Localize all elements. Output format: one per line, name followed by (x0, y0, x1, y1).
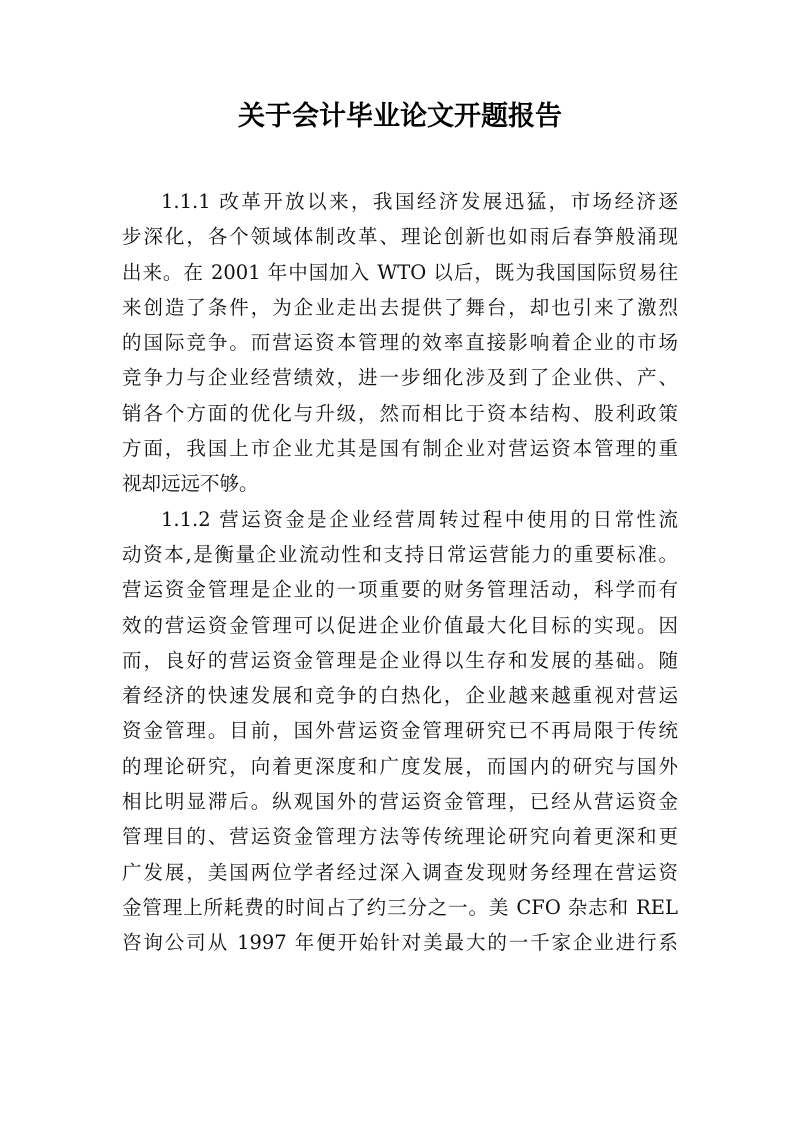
paragraph-line: 竞争力与企业经营绩效，进一步细化涉及到了企业供、产、 (122, 366, 678, 390)
paragraph-line: 的理论研究，向着更深度和广度发展，而国内的研究与国外 (122, 754, 678, 778)
paragraph-line: 资金管理。目前，国外营运资金管理研究已不再局限于传统 (122, 719, 678, 743)
paragraph-line: 管理目的、营运资金管理方法等传统理论研究向着更深和更 (122, 825, 678, 849)
paragraph-line: 出来。在 2001 年中国加入 WTO 以后，既为我国国际贸易往 (122, 260, 678, 284)
paragraph-line: 着经济的快速发展和竞争的白热化，企业越来越重视对营运 (122, 684, 678, 708)
paragraph-line: 方面，我国上市企业尤其是国有制企业对营运资本管理的重 (122, 437, 678, 461)
document-title: 关于会计毕业论文开题报告 (238, 101, 562, 132)
paragraph-line: 的国际竞争。而营运资本管理的效率直接影响着企业的市场 (122, 331, 678, 355)
paragraph-line: 动资本,是衡量企业流动性和支持日常运营能力的重要标准。 (122, 542, 678, 566)
paragraph-line: 广发展，美国两位学者经过深入调查发现财务经理在营运资 (122, 860, 678, 884)
paragraph-line: 咨询公司从 1997 年便开始针对美最大的一千家企业进行系 (122, 931, 678, 955)
paragraph-line: 营运资金管理是企业的一项重要的财务管理活动，科学而有 (122, 578, 678, 602)
paragraph-line: 相比明显滞后。纵观国外的营运资金管理，已经从营运资金 (122, 790, 678, 814)
paragraph-line: 步深化，各个领域体制改革、理论创新也如雨后春笋般涌现 (122, 225, 678, 249)
paragraph-line: 来创造了条件，为企业走出去提供了舞台，却也引来了激烈 (122, 295, 678, 319)
paragraph-line: 1.1.1 改革开放以来，我国经济发展迅猛，市场经济逐 (161, 190, 678, 213)
paragraph-line: 而，良好的营运资金管理是企业得以生存和发展的基础。随 (122, 648, 678, 672)
paragraph-line: 视却远远不够。 (122, 472, 259, 496)
paragraph-line: 效的营运资金管理可以促进企业价值最大化目标的实现。因 (122, 613, 678, 637)
paragraph-line: 金管理上所耗费的时间占了约三分之一。美 CFO 杂志和 REL (122, 895, 678, 919)
document-body (122, 184, 678, 961)
paragraph-line: 销各个方面的优化与升级，然而相比于资本结构、股利政策 (122, 401, 678, 425)
paragraph-line: 1.1.2 营运资金是企业经营周转过程中使用的日常性流 (161, 507, 678, 531)
